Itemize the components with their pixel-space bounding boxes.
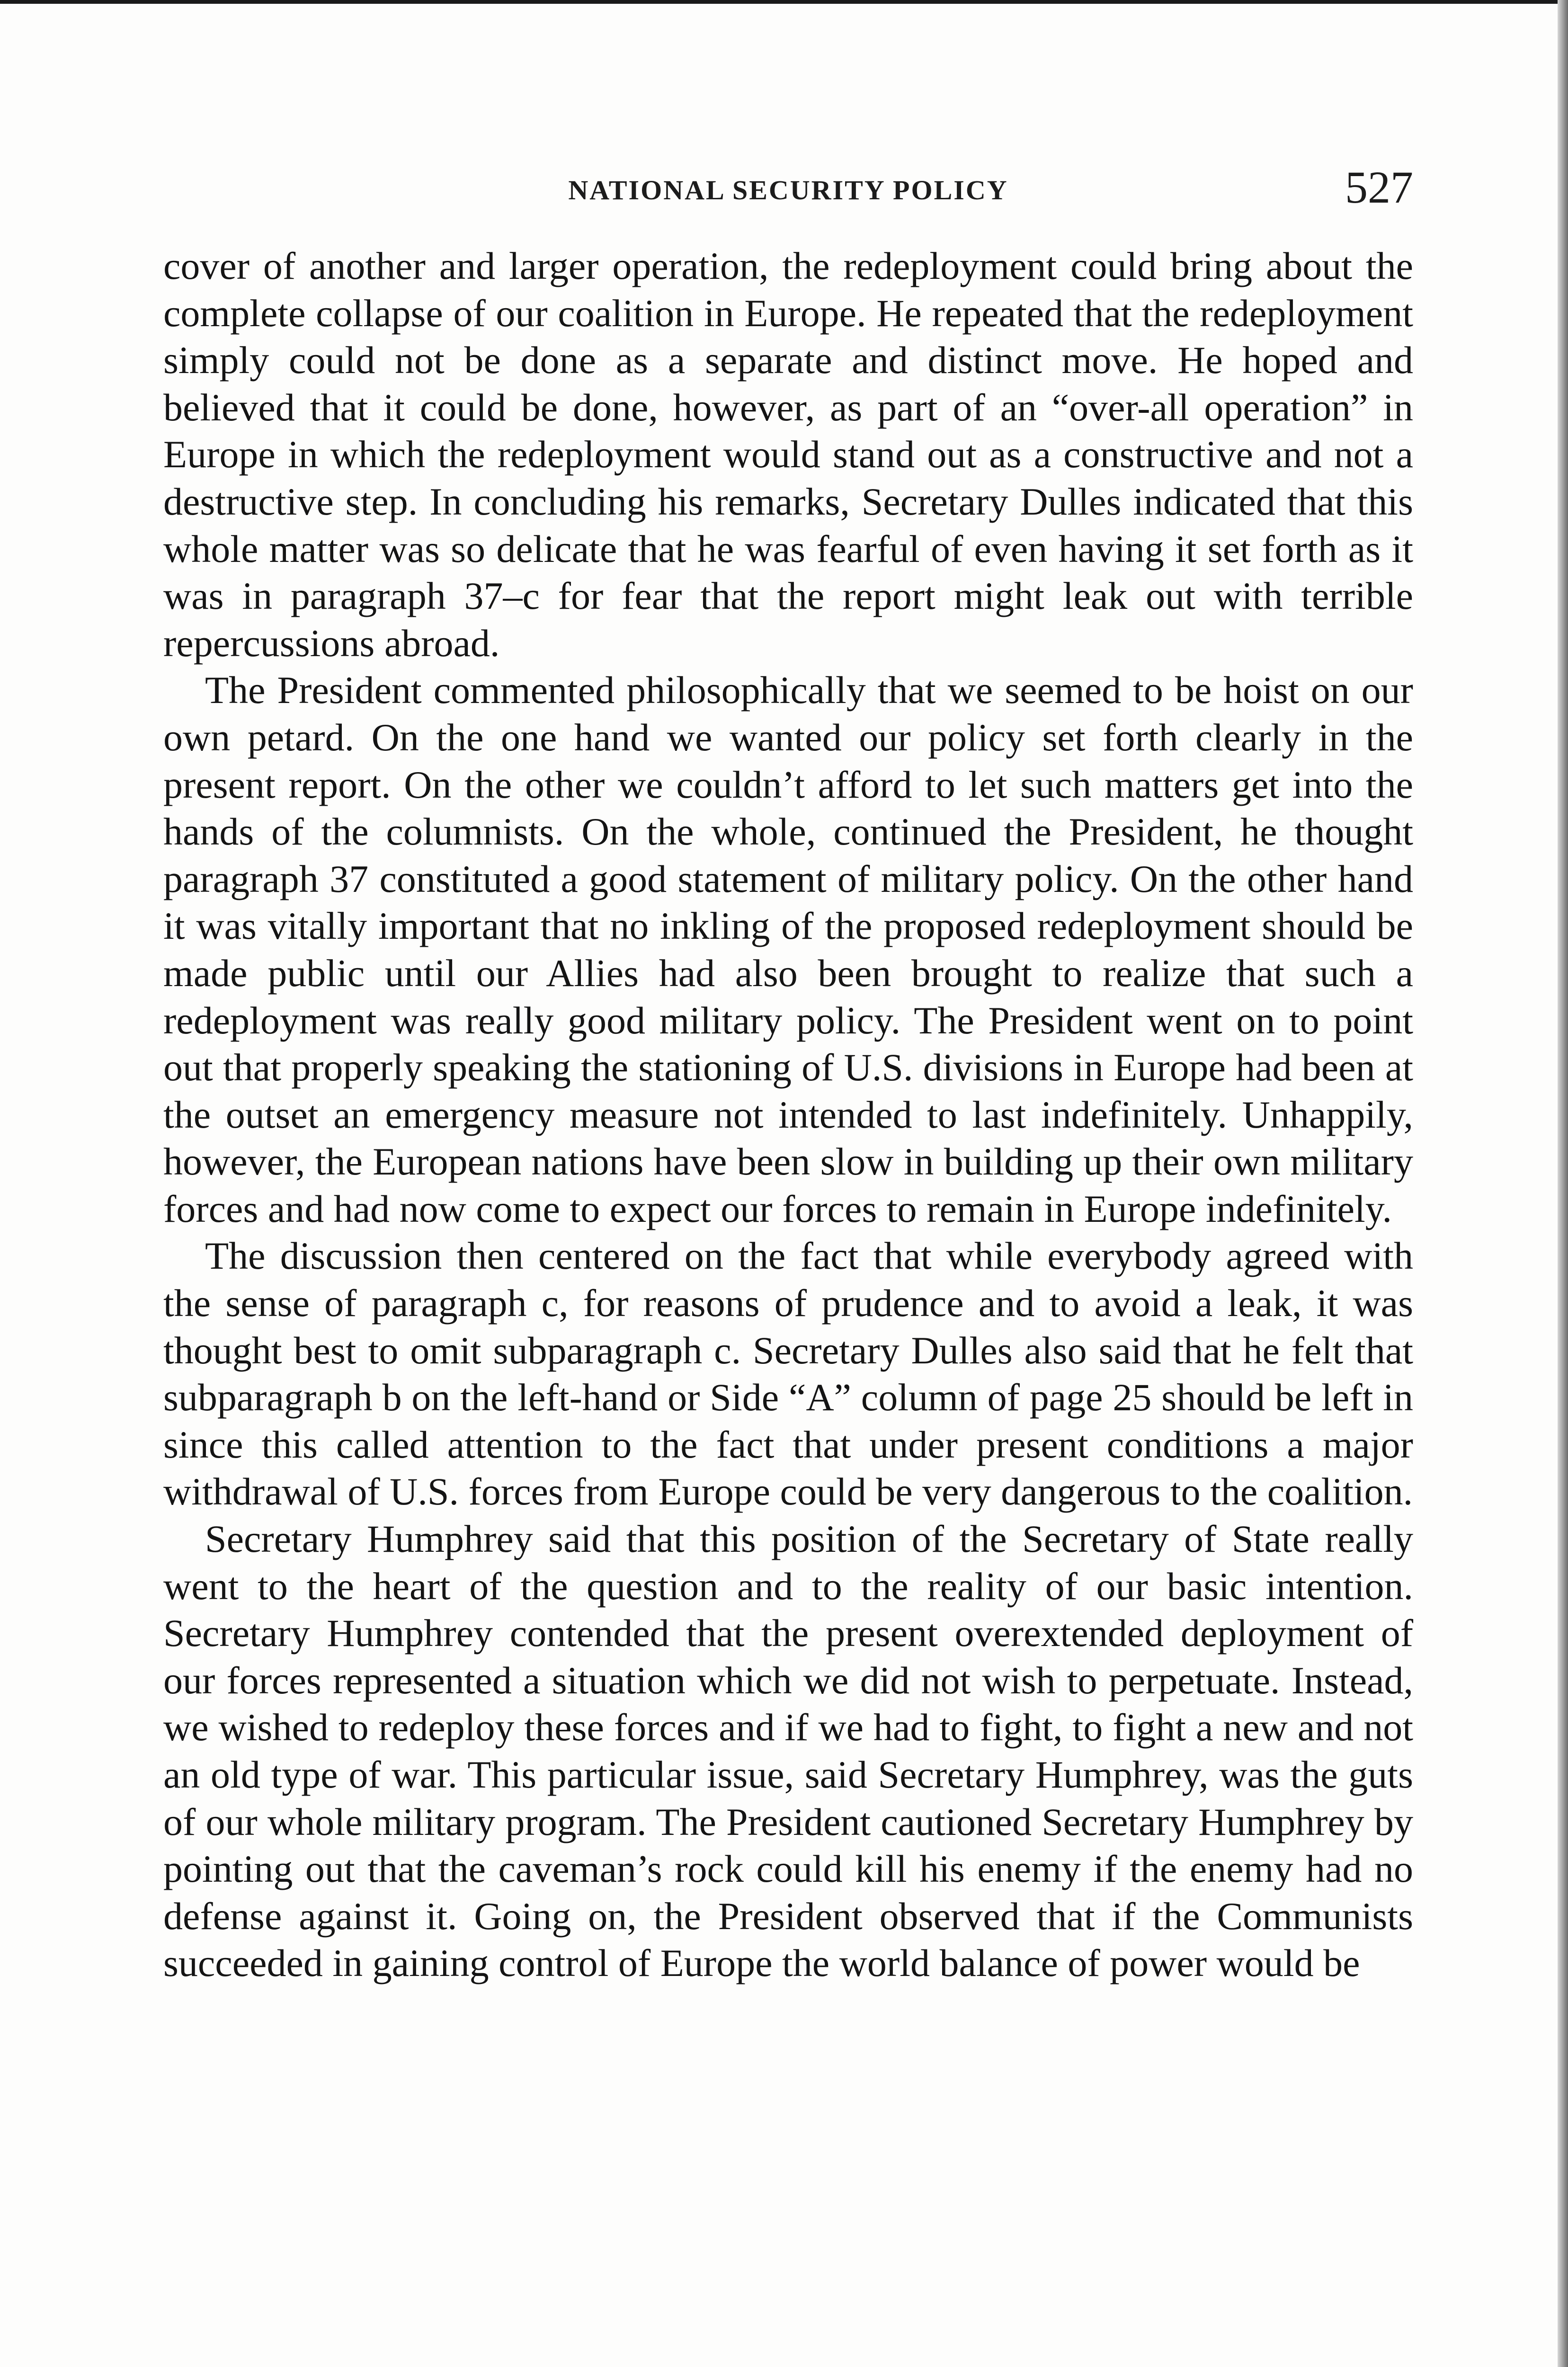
paragraph: The President commented philosophically that we seemed to be hoist on our own petard. On the one hand we wanted our policy set forth clearly in the present report. On the other we couldn’t afford to let such matters get into the hands of the columnists. On the whole, continued the President, he thought paragraph 37 constituted a good statement of military policy. On the other hand it was vitally important that no inkling of the proposed redeployment should be made public until our Allies had also been brought to realize that such a redeployment was really good military policy. The President went on to point out that properly speaking the stationing of U.S. divisions in Europe had been at the outset an emergency measure not intended to last indefinitely. Unhappily, however, the European nations have been slow in building up their own military forces and had now come to expect our forces to remain in Europe indefinitely. [163,668,1413,1230]
running-header [163,161,1413,218]
body-text [163,242,1413,1987]
page-edge-shadow [1558,0,1568,2367]
paragraph-continued: cover of another and larger operation, the redeployment could bring about the complete collapse of our coalition in Europe. He repeated that the redeployment simply could not be done as a separate and distinct move. He hoped and believed that it could be done, however, as part of an “over-all operation” in Europe in which the redeployment would stand out as a constructive and not a destructive step. In concluding his remarks, Secretary Dulles indicated that this whole matter was so delicate that he was fearful of even having it set forth as it was in paragraph 37–c for fear that the report might leak out with terrible repercussions abroad. [163,244,1413,665]
paragraph: Secretary Humphrey said that this position of the Secretary of State really went to the heart of the question and to the reality of our basic intention. Secretary Humphrey contended that the present overextended deployment of our forces represented a situation which we did not wish to perpetuate. Instead, we wished to redeploy these forces and if we had to fight, to fight a new and not an old type of war. This particular issue, said Secretary Humphrey, was the guts of our whole military program. The President cautioned Secretary Humphrey by pointing out that the caveman’s rock could kill his enemy if the enemy had no defense against it. Going on, the President observed that if the Communists succeeded in gaining control of Europe the world balance of power would be [163,1517,1413,1985]
running-title: NATIONAL SECURITY POLICY [568,175,1008,205]
top-border-line [0,0,1568,4]
paragraph: The discussion then centered on the fact that while everybody agreed with the sense of paragraph c, for reasons of prudence and to avoid a leak, it was thought best to omit subparagraph c. Secretary Dulles also said that he felt that subparagraph b on the left-hand or Side “A” column of page 25 should be left in since this called attention to the fact that under present conditions a major withdrawal of U.S. forces from Europe could be very dangerous to the coalition. [163,1234,1413,1513]
page-number: 527 [1345,162,1413,213]
